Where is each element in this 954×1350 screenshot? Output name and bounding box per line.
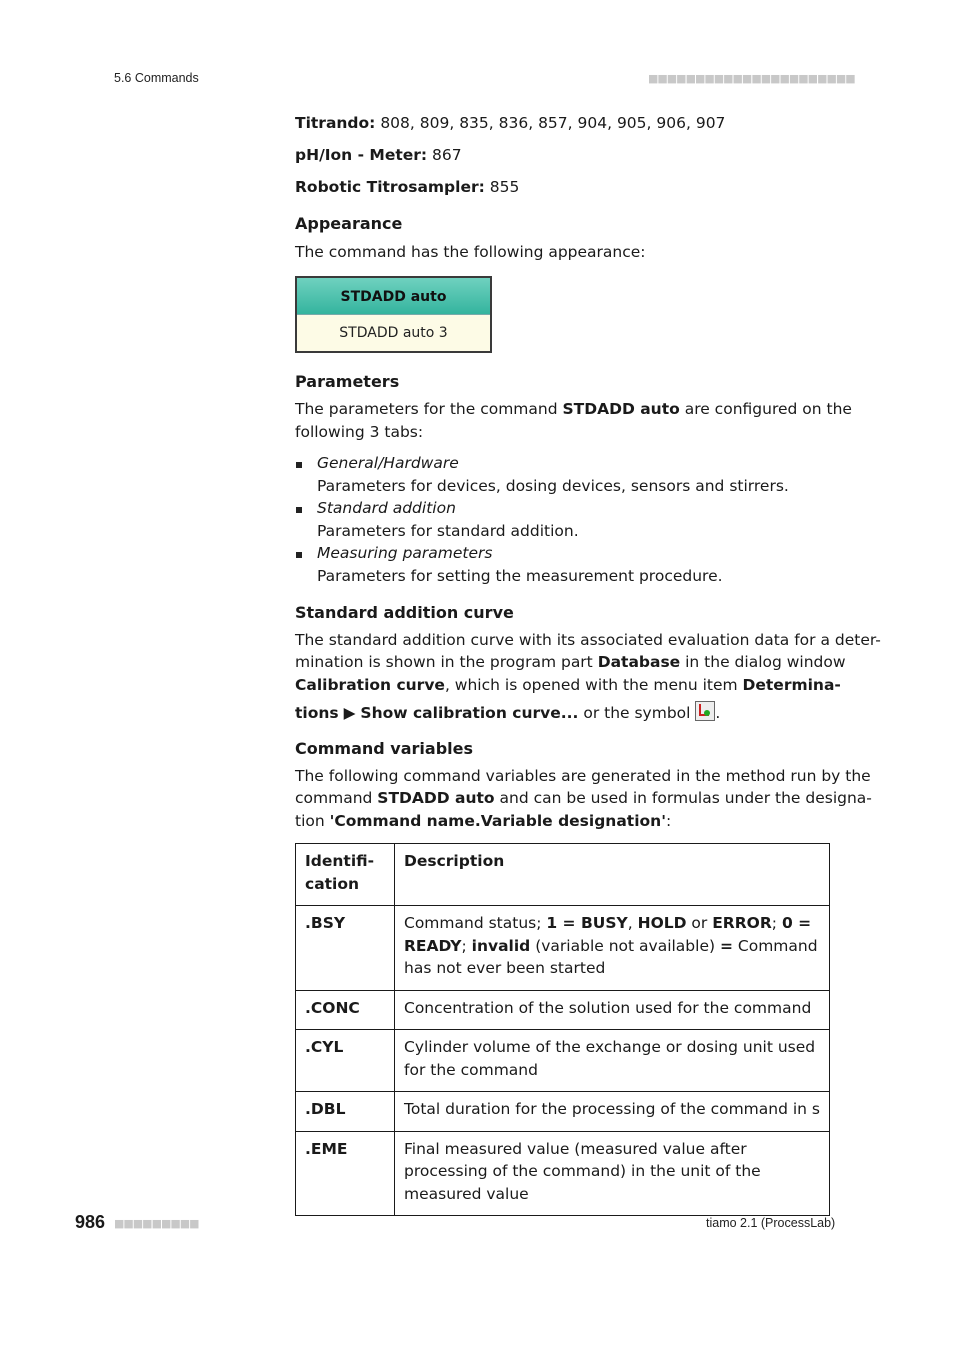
tab-standard-addition-desc: Parameters for standard addition.: [317, 522, 579, 540]
table-row: [296, 1092, 830, 1132]
table-row: [296, 1131, 830, 1216]
tab-general-hardware: General/Hardware: [317, 454, 459, 472]
variables-text-line2: command STDADD auto and can be used in formulas under the designa-: [295, 789, 872, 807]
section-header: 5.6 Commands: [114, 71, 199, 85]
calibration-curve-icon[interactable]: [695, 701, 715, 721]
variable-desc: Total duration for the processing of the command in s: [395, 1092, 830, 1132]
table-row: [296, 990, 830, 1030]
header-description: Description: [395, 844, 830, 906]
curve-text-line1: The standard addition curve with its associated evaluation data for a deter-: [295, 631, 881, 649]
tab-general-hardware-desc: Parameters for devices, dosing devices, sensors and stirrers.: [317, 477, 789, 495]
variables-text-line1: The following command variables are generated in the method run by the: [295, 767, 871, 785]
variable-desc: Final measured value (measured value after processing of the command) in the unit of the measured value: [395, 1131, 830, 1216]
curve-text-line4: tions ▶ Show calibration curve... or the symbol .: [295, 701, 720, 725]
variable-desc: Concentration of the solution used for the command: [395, 990, 830, 1030]
page-number: 986: [75, 1212, 106, 1232]
table-header-row: [296, 844, 830, 906]
device-ph-meter: pH/Ion - Meter: 867: [295, 146, 462, 164]
variable-id: .CONC: [296, 990, 395, 1030]
parameters-text-line2: following 3 tabs:: [295, 423, 424, 441]
appearance-text: The command has the following appearance:: [295, 243, 646, 261]
product-name: tiamo 2.1 (ProcessLab): [706, 1216, 836, 1230]
table-row: [296, 1030, 830, 1092]
tab-standard-addition: Standard addition: [317, 499, 456, 517]
variable-desc: Command status; 1 = BUSY, HOLD or ERROR; 0 = READY; invalid (variable not available) = Command has not ever been started: [395, 906, 830, 991]
footer-dots: ■■■■■■■■■: [114, 1217, 199, 1230]
variable-id: .DBL: [296, 1092, 395, 1132]
variable-id: .CYL: [296, 1030, 395, 1092]
command-box: [295, 276, 492, 353]
device-titrando: Titrando: 808, 809, 835, 836, 857, 904, 905, 906, 907: [295, 114, 726, 132]
parameters-heading: Parameters: [295, 372, 400, 391]
bullet: [296, 462, 302, 468]
variable-id: .EME: [296, 1131, 395, 1216]
appearance-heading: Appearance: [295, 214, 403, 233]
bullet: [296, 507, 302, 513]
parameters-text-line1: The parameters for the command STDADD auto are configured on the: [295, 400, 852, 418]
variable-desc: Cylinder volume of the exchange or dosing unit used for the command: [395, 1030, 830, 1092]
device-titrosampler: Robotic Titrosampler: 855: [295, 178, 520, 196]
header-dots: ■■■■■■■■■■■■■■■■■■■■■■: [648, 72, 855, 85]
variables-heading: Command variables: [295, 739, 473, 758]
command-box-label: STDADD auto 3: [339, 325, 448, 341]
tab-measuring-parameters-desc: Parameters for setting the measurement procedure.: [317, 567, 723, 585]
bullet: [296, 552, 302, 558]
curve-heading: Standard addition curve: [295, 603, 514, 622]
variables-table: [295, 843, 830, 1216]
variable-id: .BSY: [296, 906, 395, 991]
variables-text-line3: tion 'Command name.Variable designation':: [295, 812, 672, 830]
table-row: [296, 906, 830, 991]
tab-measuring-parameters: Measuring parameters: [317, 544, 493, 562]
command-box-title: STDADD auto: [297, 278, 490, 315]
curve-text-line2: mination is shown in the program part Database in the dialog window: [295, 653, 846, 671]
curve-text-line3: Calibration curve, which is opened with the menu item Determina-: [295, 676, 841, 694]
header-identification: Identifi- cation: [296, 844, 395, 906]
